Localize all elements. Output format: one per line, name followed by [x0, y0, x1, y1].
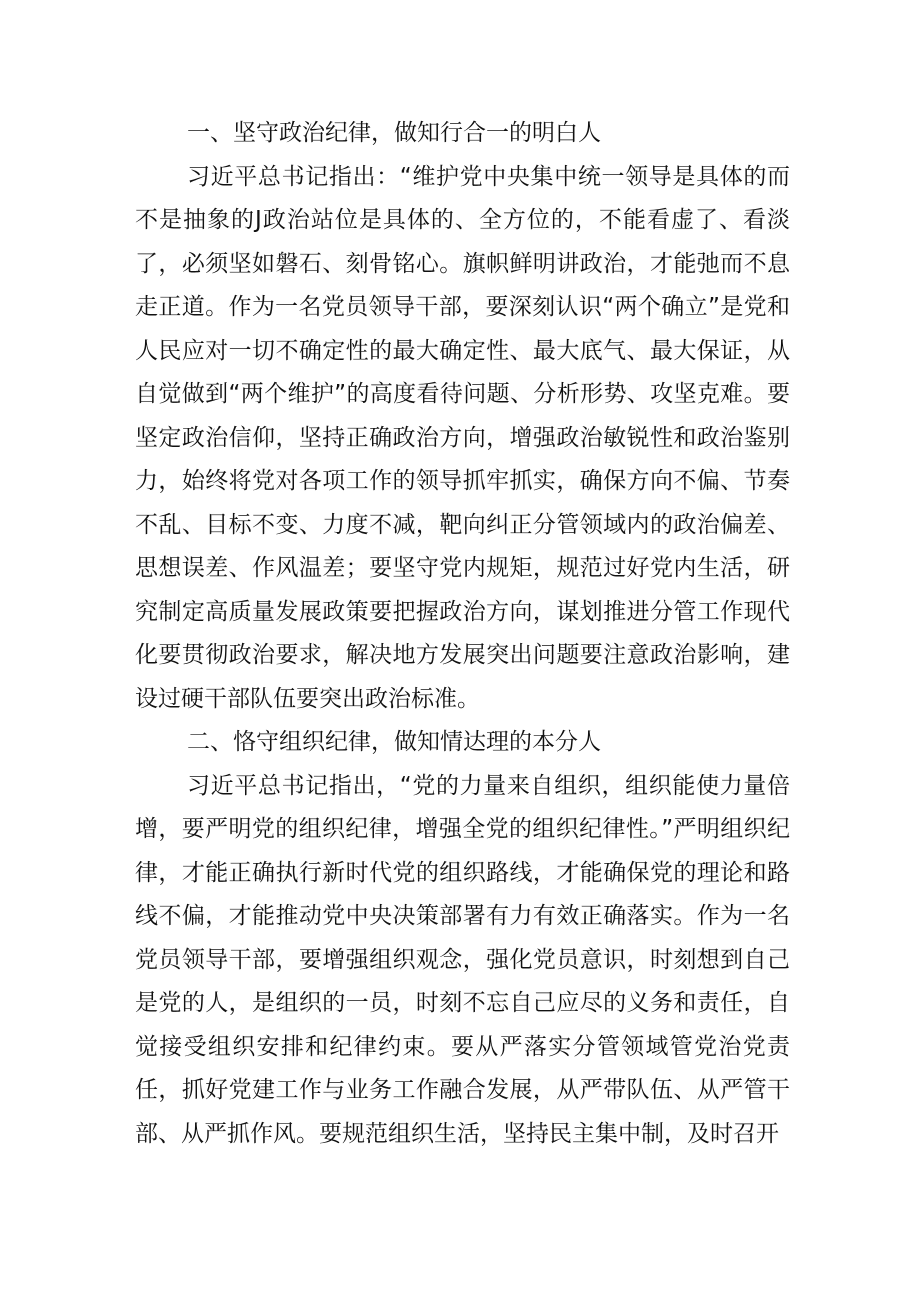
- section-1-heading: 一、坚守政治纪律，做知行合一的明白人: [187, 120, 601, 146]
- section-2-paragraph: 习近平总书记指出，“党的力量来自组织，组织能使力量倍增，要严明党的组织纪律，增强全党的组织纪律性。”严明组织纪律，才能正确执行新时代党的组织路线，才能确保党的理论和路线不偏，才能推动党中央决策部署有力有效正确落实。作为一名党员领导干部，要增强组织观念，强化党员意识，时刻想到自己是党的人，是组织的一员，时刻不忘自己应尽的义务和责任，自觉接受组织安排和纪律约束。要从严落实分管领域管党治党责任，抓好党建工作与业务工作融合发展，从严带队伍、从严管干部、从严抓作风。要规范组织生活，坚持民主集中制，及时召开: [135, 772, 790, 1147]
- document-body: [135, 112, 790, 1156]
- section-2-heading: 二、恪守组织纪律，做知情达理的本分人: [187, 729, 601, 755]
- section-1-paragraph: 习近平总书记指出：“维护党中央集中统一领导是具体的而不是抽象的J政治站位是具体的、全方位的，不能看虚了、看淡了，必须坚如磐石、刻骨铭心。旗帜鲜明讲政治，才能弛而不息走正道。作为一名党员领导干部，要深刻认识“两个确立”是党和人民应对一切不确定性的最大确定性、最大底气、最大保证，从自觉做到“两个维护”的高度看待问题、分析形势、攻坚克难。要坚定政治信仰，坚持正确政治方向，增强政治敏锐性和政治鉴别力，始终将党对各项工作的领导抓牢抓实，确保方向不偏、节奏不乱、目标不变、力度不减，靶向纠正分管领域内的政治偏差、思想误差、作风温差；要坚守党内规矩，规范过好党内生活，研究制定高质量发展政策要把握政治方向，谋划推进分管工作现代化要贯彻政治要求，解决地方发展突出问题要注意政治影响，建设过硬干部队伍要突出政治标准。: [135, 163, 790, 712]
